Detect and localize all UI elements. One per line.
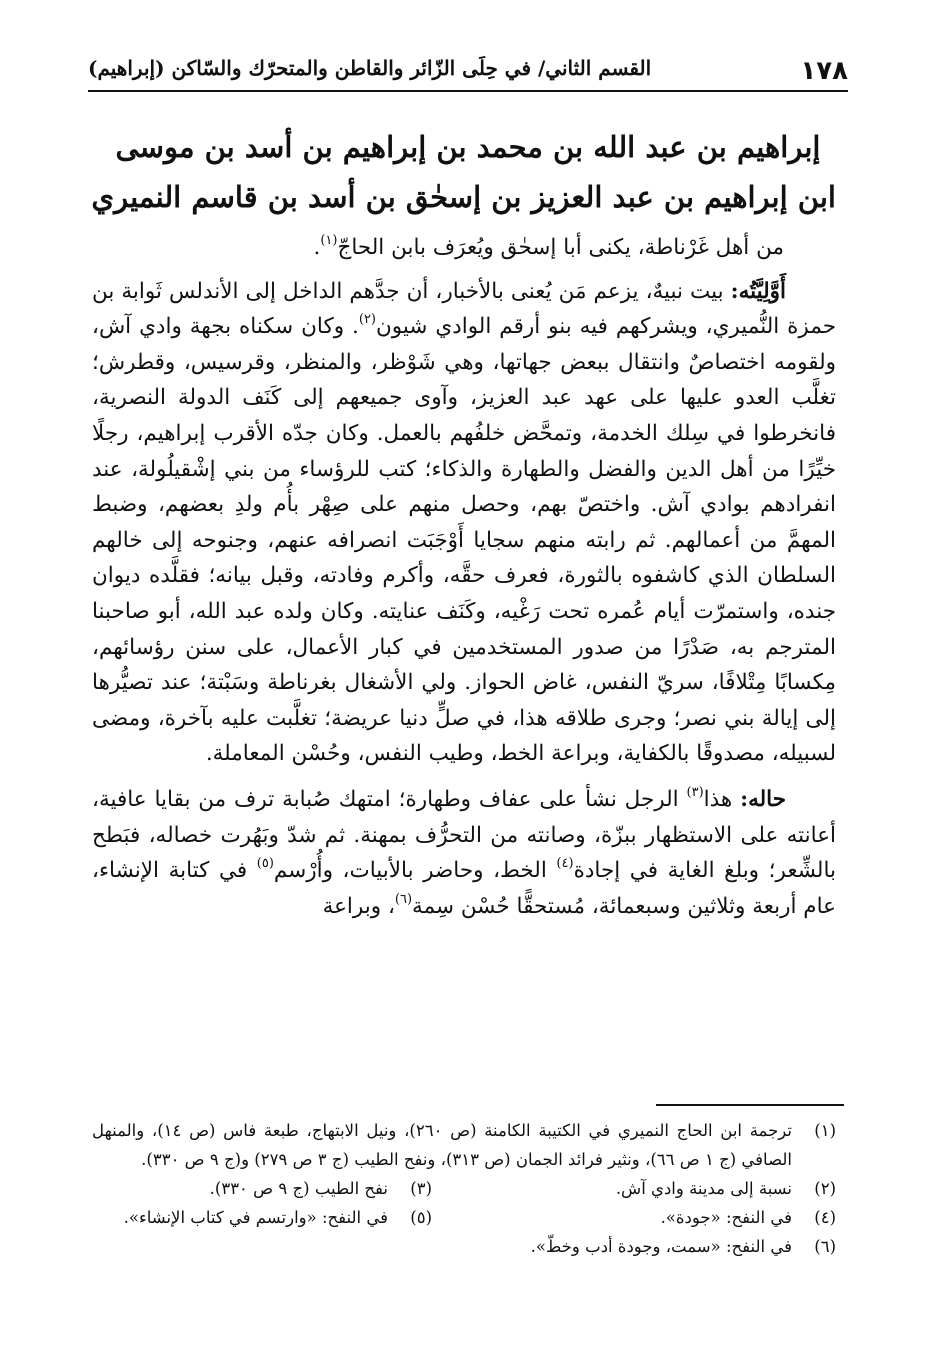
footnote-ref-1[interactable]: (١) [320,233,338,248]
footnote-row [92,1203,836,1232]
footnote-ref-4[interactable]: (٤) [556,856,574,872]
footnote-6 [92,1232,836,1261]
footnote-ref-6[interactable]: (٦) [394,891,413,907]
footnote-number: (٦) [814,1237,836,1256]
running-head [88,52,848,92]
footnote-text: في النفح: «سمت، وجودة أدب وخطّ». [530,1237,792,1256]
footnote-number: (٥) [410,1208,432,1227]
entry-title-line-2: ابن إبراهيم بن عبد العزيز بن إسحٰق بن أسد بن قاسم النميري [91,180,836,214]
origins-text-a: بيت نبيهٌ، يزعم مَن يُعنى بالأخبار، أن جدَّهم الداخل إلى الأندلس ثَوابة بن حمزة النُّميري، ويشركهم فيه بنو أرقم الوادي شيون [92,278,836,340]
footnote-1 [92,1116,836,1174]
footnote-ref-3[interactable]: (٣) [686,784,704,800]
footnote-number: (٤) [814,1208,836,1227]
status-text-d: في كتابة الإنشاء، عام أربعة وثلاثين وسبعمائة، مُستحقًّا حُسْن سِمة [92,858,836,919]
footnote-number: (١) [814,1121,836,1140]
entry-title-line-1: إبراهيم بن عبد الله بن محمد بن إبراهيم بن أسد بن موسى [115,130,821,164]
status-text-b: الرجل نشأ على عفاف وطهارة؛ امتهك صُبابة ترف من بقايا عافية، أعانته على الاستظهار ببزّة، وصانته من التحرُّف بمهنة. ثم شدّ وبَهُرت خصاله، فبَطح بالشِّعر؛ وبلغ الغاية في إجادة [92,786,836,884]
intro-end: . [313,235,321,260]
intro-text: من أهل غَرْناطة، يكنى أبا إسحٰق ويُعرَف بابن الحاجّ [337,235,784,260]
footnote-3 [4,1174,432,1203]
origins-paragraph [92,274,836,772]
footnote-text: في النفح: «وارتسم في كتاب الإنشاء». [123,1208,388,1227]
footnote-2 [432,1174,836,1203]
status-text-c: الخط، وحاضر بالأبيات، وأُرْسم [273,858,557,884]
footnote-number: (٢) [814,1179,836,1198]
footnote-row [92,1174,836,1203]
page-number: ١٧٨ [800,56,848,86]
entry-title [91,122,836,222]
footnote-5 [4,1203,432,1232]
footnotes [92,1116,836,1261]
status-heading: حاله: [740,786,786,812]
footnote-text: نفح الطيب (ج ٩ ص ٣٣٠). [209,1179,388,1198]
footnote-number: (٣) [410,1179,432,1198]
footnote-ref-2[interactable]: (٢) [358,312,376,328]
body-text [92,230,836,924]
footnote-text: نسبة إلى مدينة وادي آش. [615,1179,792,1198]
running-head-title: القسم الثاني/ في حِلَى الزّائر والقاطن والمتحرّك والسّاكن (إبراهيم) [88,56,652,80]
status-text-a: هذا [703,786,741,812]
origins-text-b: . وكان سكناه بجهة وادي آش، ولقومه اختصاصٌ وانتقال ببعض جهاتها، وهي شَوْظر، والمنظر، وقرسيس، وقطرش؛ تغلَّب العدو عليها على عهد عبد العزيز، وآوى جميعهم إلى كَنَف الدولة النصرية، فانخرطوا في سِلك الخدمة، وتمحَّض خلفُهم بالعمل. وكان جدّه الأقرب إبراهيم، رجلًا خيِّرًا من أهل الدين والفضل والطهارة والذكاء؛ كتب للرؤساء من بني إشْقيلُولة، عند انفرادهم بوادي آش. واختصّ بهم، وحصل منهم على صِهْر بأُم ولدِ بعضهم، وضبط المهمَّ من أعمالهم. ثم رابته منهم سجايا أَوْجَبَت انصرافه عنهم، وجنوحه إلى خالهم السلطان الذي كاشفوه بالثورة، فعرف حقَّه، وأكرم وفادته، وقبل بيانه؛ فقلَّده ديوان جنده، واستمرّت أيام عُمره تحت رَغْيه، وكَنَف عنايته. وكان ولده عبد الله، أبو صاحبنا المترجم به، صَدْرًا من صدور المستخدمين في كبار الأعمال، على سنن رؤسائهم، مِكسابًا مِتْلافًا، سريّ النفس، غاض الحواز. ولي الأشغال بغرناطة وسَبْتة؛ عند تصيُّرها إلى إيالة بني نصر؛ وجرى طلاقه هذا، في صلٍّ دنيا عريضة؛ تغلَّبت عليه بآخرة، ومضى لسبيله، مصدوقًا بالكفاية، وبراعة الخط، وطيب النفس، وحُسْن المعاملة. [92,314,836,767]
footnote-4 [432,1203,836,1232]
footnote-ref-5[interactable]: (٥) [256,856,274,872]
header-divider [88,90,848,92]
status-paragraph [92,782,836,924]
footnote-divider [656,1104,844,1106]
status-text-e: ، وبراعة [322,893,395,919]
intro-paragraph [92,230,836,266]
footnote-text: في النفح: «جودة». [660,1208,792,1227]
footnote-text: ترجمة ابن الحاج النميري في الكتيبة الكامنة (ص ٢٦٠)، ونيل الابتهاج، طبعة فاس (ص ١٤)، والمنهل الصافي (ج ١ ص ٦٦)، ونثير فرائد الجمان (ص ٣١٣)، ونفح الطيب (ج ٣ ص ٢٧٩) و(ج ٩ ص ٣٣٠). [92,1121,792,1169]
origins-heading: أَوَّلِيَّتُه: [730,278,786,304]
